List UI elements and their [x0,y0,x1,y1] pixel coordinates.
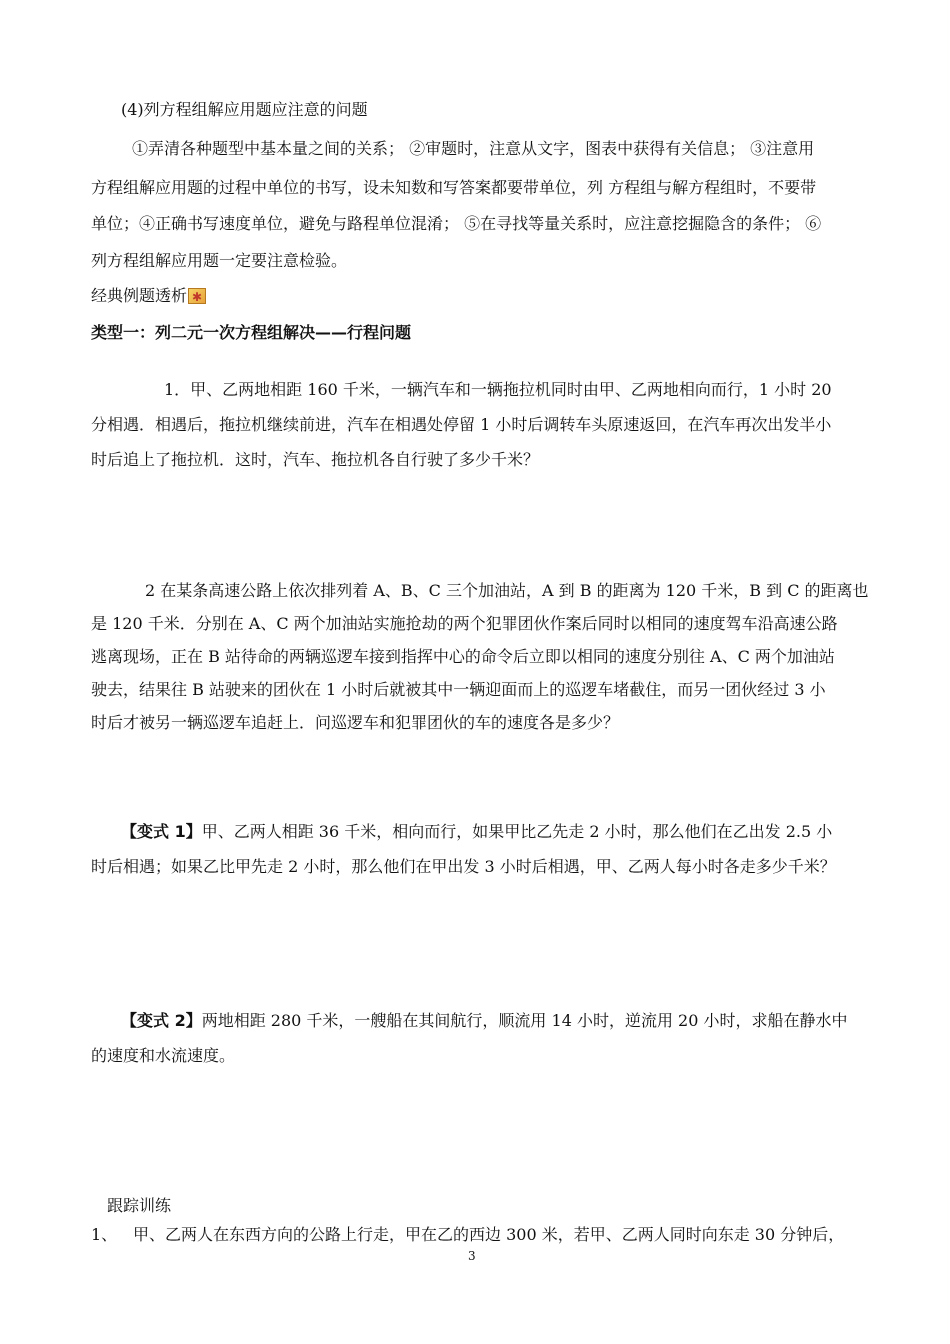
variant2-line-1 [121,1010,848,1032]
variant2-text-1: 两地相距 280 千米，一艘船在其间航行，顺流用 14 小时，逆流用 20 小时，求船在静水中 [201,1011,848,1030]
problem1-line-1: 1．甲、乙两地相距 160 千米，一辆汽车和一辆拖拉机同时由甲、乙两地相向而行，1 小时 20 [164,380,832,399]
problem1-line-3: 时后追上了拖拉机．这时，汽车、拖拉机各自行驶了多少千米？ [91,450,540,469]
notes-line-3: 单位；④正确书写速度单位，避免与路程单位混淆； ⑤在寻找等量关系时，应注意挖掘隐含的条件； ⑥ [91,214,822,233]
section-title-text: 经典例题透析 [91,286,188,305]
problem1-line-2: 分相遇．相遇后，拖拉机继续前进，汽车在相遇处停留 1 小时后调转车头原速返回，在汽车再次出发半小 [91,415,832,434]
problem2-line-3: 逃离现场，正在 B 站待命的两辆巡逻车接到指挥中心的命令后立即以相同的速度分别往 A、C 两个加油站 [91,647,835,666]
tracking-item-number: 1、 [91,1225,118,1244]
notes-line-4: 列方程组解应用题一定要注意检验。 [91,251,348,270]
notes-heading: (4)列方程组解应用题应注意的问题 [121,100,368,119]
variant1-text-1: 甲、乙两人相距 36 千米，相向而行，如果甲比乙先走 2 小时，那么他们在乙出发 2.5 小 [201,822,833,841]
notes-line-1: ①弄清各种题型中基本量之间的关系； ②审题时，注意从文字，图表中获得有关信息； ③注意用 [132,139,815,158]
star-badge-icon [188,288,206,304]
variant1-label: 【变式 1】 [121,822,202,841]
problem2-line-2: 是 120 千米．分别在 A、C 两个加油站实施抢劫的两个犯罪团伙作案后同时以相同的速度驾车沿高速公路 [91,614,838,633]
variant2-line-2: 的速度和水流速度。 [91,1046,236,1065]
notes-line-2: 方程组解应用题的过程中单位的书写，设未知数和写答案都要带单位，列 方程组与解方程组时，不要带 [91,178,817,197]
problem2-line-1: 2 在某条高速公路上依次排列着 A、B、C 三个加油站，A 到 B 的距离为 120 千米，B 到 C 的距离也 [145,581,869,600]
variant1-line-1 [121,821,832,843]
tracking-title: 跟踪训练 [107,1196,172,1215]
variant2-label: 【变式 2】 [121,1011,202,1030]
problem2-line-4: 驶去，结果往 B 站驶来的团伙在 1 小时后就被其中一辆迎面而上的巡逻车堵截住，而另一团伙经过 3 小 [91,680,826,699]
problem2-line-5: 时后才被另一辆巡逻车追赶上．问巡逻车和犯罪团伙的车的速度各是多少？ [91,713,620,732]
section-title [91,285,206,307]
type1-title: 类型一：列二元一次方程组解决——行程问题 [91,323,412,342]
page-number: 3 [468,1249,476,1263]
variant1-line-2: 时后相遇；如果乙比甲先走 2 小时，那么他们在甲出发 3 小时后相遇，甲、乙两人每小时各走多少千米？ [91,857,836,876]
tracking-item-text: 甲、乙两人在东西方向的公路上行走，甲在乙的西边 300 米，若甲、乙两人同时向东走 30 分钟后， [133,1225,845,1244]
